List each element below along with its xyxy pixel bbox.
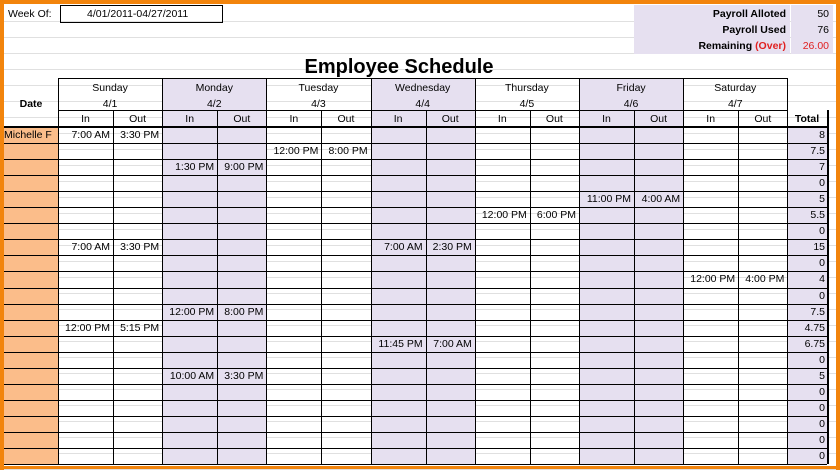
row-total-cell[interactable]: 0 <box>819 385 825 398</box>
schedule-row <box>4 448 827 464</box>
day-date: 4/7 <box>727 98 743 110</box>
row-divider <box>4 127 827 128</box>
out-column-header: Out <box>233 113 251 125</box>
row-total-cell[interactable]: 0 <box>819 401 825 414</box>
day-name: Tuesday <box>298 82 339 94</box>
in-column-header: In <box>497 113 507 125</box>
total-header: Total <box>794 113 820 125</box>
time-in-cell[interactable]: 11:00 PM <box>586 193 631 206</box>
schedule-row <box>4 432 827 448</box>
day-date: 4/1 <box>102 98 118 110</box>
employee-name-cell[interactable]: Michelle F <box>4 129 52 141</box>
time-in-cell[interactable]: 7:00 AM <box>71 129 110 141</box>
schedule-row <box>4 255 827 271</box>
row-total-cell[interactable]: 5 <box>819 369 825 382</box>
row-divider <box>4 464 827 465</box>
row-total-cell[interactable]: 0 <box>819 177 825 190</box>
out-column-header: Out <box>337 113 355 125</box>
in-out-divider <box>738 110 739 464</box>
in-column-header: In <box>393 113 403 125</box>
time-in-cell[interactable]: 1:30 PM <box>175 161 215 174</box>
day-name: Wednesday <box>395 82 451 94</box>
row-total-cell[interactable]: 15 <box>813 241 825 254</box>
schedule-row <box>4 304 827 320</box>
day-column-border <box>475 78 476 464</box>
schedule-row <box>4 400 827 416</box>
in-column-header: In <box>289 113 299 125</box>
row-divider <box>4 304 827 305</box>
time-out-cell[interactable]: 3:30 PM <box>224 369 264 382</box>
day-name: Saturday <box>714 82 757 94</box>
out-column-header: Out <box>650 113 668 125</box>
row-divider <box>4 271 827 272</box>
out-column-header: Out <box>545 113 563 125</box>
in-out-divider <box>321 110 322 464</box>
in-column-header: In <box>81 113 90 125</box>
day-column-border <box>371 78 372 464</box>
week-of-cell[interactable] <box>60 5 223 23</box>
row-divider <box>4 255 827 256</box>
time-out-cell[interactable]: 8:00 PM <box>224 305 264 318</box>
row-total-cell[interactable]: 0 <box>819 353 825 366</box>
day-date: 4/2 <box>206 98 222 110</box>
day-name: Thursday <box>505 82 549 94</box>
remaining-label-group <box>634 38 786 54</box>
time-in-cell[interactable]: 12:00 PM <box>65 321 110 334</box>
row-total-cell[interactable]: 0 <box>819 450 825 462</box>
row-divider <box>4 416 827 417</box>
schedule-row <box>4 191 827 207</box>
schedule-row <box>4 143 827 159</box>
row-divider <box>4 175 827 176</box>
in-out-divider <box>217 110 218 464</box>
payroll-alloted-label: Payroll Alloted <box>712 8 786 20</box>
page-title: Employee Schedule <box>304 56 494 78</box>
schedule-row <box>4 352 827 368</box>
row-divider <box>4 384 827 385</box>
time-in-cell[interactable]: 12:00 PM <box>481 209 527 222</box>
in-out-divider <box>530 110 531 464</box>
in-column-header: In <box>185 113 195 125</box>
row-total-cell[interactable]: 0 <box>819 225 825 238</box>
time-in-cell[interactable]: 7:00 AM <box>384 241 423 254</box>
remaining-value[interactable]: 26.00 <box>802 40 829 52</box>
schedule-row <box>4 288 827 304</box>
day-column-border <box>58 78 59 464</box>
time-out-cell[interactable]: 5:15 PM <box>120 321 160 334</box>
row-total-cell[interactable]: 5.5 <box>810 209 825 222</box>
time-out-cell[interactable]: 3:30 PM <box>120 241 160 254</box>
row-divider <box>4 159 827 160</box>
row-divider <box>4 320 827 321</box>
day-date: 4/5 <box>519 98 535 110</box>
row-total-cell[interactable]: 0 <box>819 289 825 302</box>
schedule-row <box>4 384 827 400</box>
row-divider <box>4 400 827 401</box>
day-name: Friday <box>616 82 646 94</box>
out-column-header: Out <box>441 113 459 125</box>
time-in-cell[interactable]: 12:00 PM <box>690 273 736 286</box>
row-total-cell[interactable]: 0 <box>819 433 825 446</box>
remaining-label: Remaining <box>698 40 753 52</box>
row-divider <box>4 352 827 353</box>
row-divider <box>4 432 827 433</box>
out-column-header: Out <box>754 113 772 125</box>
time-out-cell[interactable]: 3:30 PM <box>120 129 160 141</box>
payroll-used-label: Payroll Used <box>722 24 786 36</box>
row-divider <box>4 223 827 224</box>
time-out-cell[interactable]: 4:00 AM <box>641 193 681 206</box>
day-column-border <box>787 78 788 464</box>
row-divider <box>4 368 827 369</box>
row-total-cell[interactable]: 5 <box>819 193 825 206</box>
day-date: 4/6 <box>623 98 639 110</box>
row-total-cell[interactable]: 8 <box>819 129 825 141</box>
row-total-cell[interactable]: 0 <box>819 257 825 270</box>
remaining-over-label: (Over) <box>755 40 786 52</box>
time-in-cell[interactable]: 12:00 PM <box>169 305 215 318</box>
in-out-divider <box>426 110 427 464</box>
time-out-cell[interactable]: 4:00 PM <box>745 273 785 286</box>
day-column-border <box>266 78 267 464</box>
row-divider <box>4 239 827 240</box>
payroll-used-value[interactable]: 76 <box>817 24 829 36</box>
week-of-value: 4/01/2011-04/27/2011 <box>87 8 189 20</box>
time-out-cell[interactable]: 6:00 PM <box>536 209 576 222</box>
row-divider <box>4 191 827 192</box>
day-date: 4/4 <box>415 98 430 110</box>
time-in-cell[interactable]: 11:45 PM <box>378 337 423 350</box>
row-total-cell[interactable]: 7.5 <box>810 305 825 318</box>
total-column-border <box>827 110 829 464</box>
schedule-row <box>4 175 827 191</box>
day-name: Sunday <box>92 82 128 94</box>
row-total-cell[interactable]: 7.5 <box>810 145 825 158</box>
row-divider <box>4 207 827 208</box>
schedule-row <box>4 223 827 239</box>
schedule-row <box>4 207 827 223</box>
row-divider <box>4 288 827 289</box>
in-column-header: In <box>602 113 611 125</box>
time-in-cell[interactable]: 7:00 AM <box>71 241 110 254</box>
row-total-cell[interactable]: 4.75 <box>804 321 825 334</box>
out-column-header: Out <box>129 113 147 125</box>
day-date: 4/3 <box>311 98 326 110</box>
time-out-cell[interactable]: 2:30 PM <box>432 241 472 254</box>
in-out-divider <box>634 110 635 464</box>
in-column-header: In <box>706 113 716 125</box>
row-total-cell[interactable]: 6.75 <box>804 337 825 350</box>
time-in-cell[interactable]: 12:00 PM <box>273 145 319 158</box>
day-column-border <box>579 78 580 464</box>
row-divider <box>4 143 827 144</box>
schedule-row <box>4 159 827 175</box>
day-name: Monday <box>195 82 233 94</box>
date-row-divider <box>58 110 787 111</box>
time-out-cell[interactable]: 7:00 AM <box>433 337 472 350</box>
row-divider <box>4 336 827 337</box>
schedule-row <box>4 368 827 384</box>
row-total-cell[interactable]: 4 <box>819 273 825 286</box>
row-total-cell[interactable]: 7 <box>819 161 825 174</box>
row-divider <box>4 448 827 449</box>
day-column-border <box>683 78 684 464</box>
in-out-divider <box>113 110 114 464</box>
row-total-cell[interactable]: 0 <box>819 417 825 430</box>
payroll-alloted-value[interactable]: 50 <box>817 8 829 20</box>
date-label: Date <box>19 98 43 110</box>
time-out-cell[interactable]: 8:00 PM <box>328 145 368 158</box>
time-out-cell[interactable]: 9:00 PM <box>224 161 264 174</box>
week-of-label: Week Of: <box>8 8 52 20</box>
table-border-top <box>58 78 787 79</box>
schedule-row <box>4 416 827 432</box>
time-in-cell[interactable]: 10:00 AM <box>169 369 215 382</box>
day-column-border <box>162 78 163 464</box>
